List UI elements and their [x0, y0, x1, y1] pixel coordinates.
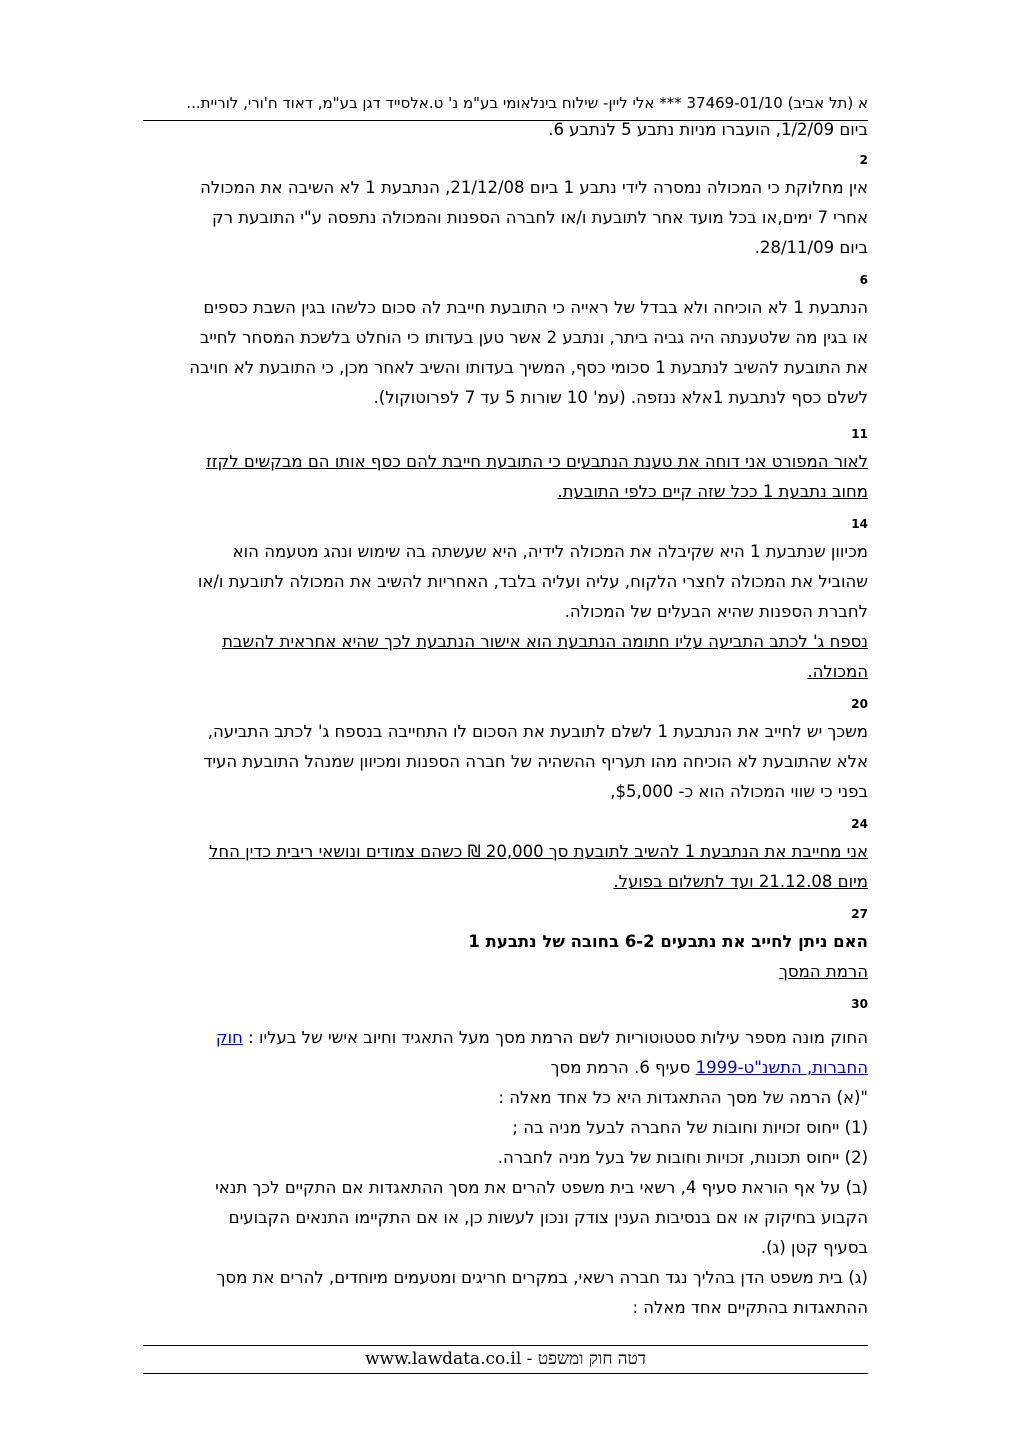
text-line: הקבוע בחיקוק או אם בנסיבות הענין צודק ונכון לעשות כן, או אם התקיימו התנאים הקבועים: [228, 1208, 868, 1227]
text-line: הנתבעת 1 לא הוכיחה ולא בבדל של ראייה כי התובעת חייבת לה סכום כלשהו בגין השבת כספים: [203, 298, 868, 317]
text-line: אחרי 7 ימים,או בכל מועד אחר לתובעת ו/או לחברה הספנות והמכולה נתפסה ע"י התובעת רק: [212, 208, 868, 227]
text-line: או בגין מה שלטענתה היה גביה ביתר, ונתבע 2 אשר טען בעדותו כי הוחלט בלשכת המסחר לחייב: [199, 328, 868, 347]
text-line: (ג) בית משפט הדן בהליך נגד חברה רשאי, במקרים חריגים ומטעמים מיוחדים, להרים את מסך: [216, 1268, 868, 1287]
line-number: 11: [851, 427, 868, 441]
text-line: בסעיף קטן (ג).: [760, 1238, 868, 1257]
text-line: המכולה.: [807, 662, 868, 681]
text-line: לחברת הספנות שהיא הבעלים של המכולה.: [564, 602, 868, 621]
case-title: א (תל אביב) 37469-01/10 *** אלי ליין- שילוח בינלאומי בע"מ נ' ט.אלסייד דגן בע"מ, דאוד ח'ורי, לוריית...: [186, 94, 868, 112]
text-line: אין מחלוקת כי המכולה נמסרה לידי נתבע 1 ביום 21/12/08, הנתבעת 1 לא השיבה את המכולה: [200, 178, 868, 197]
text-line: ביום 28/11/09.: [754, 238, 868, 257]
line-number: 20: [851, 697, 868, 711]
text-line: מכיוון שנתבעת 1 היא שקיבלה את המכולה לידיה, היא שעשתה בה שימוש ונהג מטעמה הוא: [232, 542, 868, 561]
line-number: 2: [859, 153, 868, 167]
text-line: (ב) על אף הוראת סעיף 4, רשאי בית משפט להרים את מסך ההתאגדות אם התקיים לכך תנאי: [215, 1178, 868, 1197]
text-line: מיום 21.12.08 ועד לתשלום בפועל.: [613, 872, 868, 891]
document-body: [150, 0, 868, 1340]
text-line: משכך יש לחייב את הנתבעת 1 לשלם לתובעת את הסכום לו התחייבה בנספח ג' לכתב התביעה,: [207, 722, 868, 741]
text-line: את התובעת להשיב לנתבעת 1 סכומי כסף, המשיך בעדותו והשיב לאחר מכן, כי התובעת לא חויבה: [189, 358, 868, 377]
text-line: מחוב נתבעת 1 ככל שזה קיים כלפי התובעת.: [557, 482, 868, 501]
law-link[interactable]: חוק: [215, 1028, 243, 1047]
line-number: 14: [851, 517, 868, 531]
text-line: (2) ייחוס תכונות, זכויות וחובות של בעל מניה לחברה.: [497, 1148, 868, 1167]
text-line: [150, 1056, 868, 1080]
text-line: "(א) הרמה של מסך ההתאגדות היא כל אחד מאלה :: [498, 1088, 868, 1107]
line-number: 27: [851, 907, 868, 921]
text-segment: החוק מונה מספר עילות סטטוטוריות לשם הרמת מסך מעל התאגיד וחיוב אישי של בעליו :: [242, 1028, 868, 1047]
line-number: 24: [851, 817, 868, 831]
text-line: לשלם כסף לנתבעת 1אלא ננזפה. (עמ' 10 שורות 5 עד 7 לפרוטוקול).: [373, 388, 868, 407]
text-line: ביום 1/2/09, הועברו מניות נתבע 5 לנתבע 6.: [548, 120, 868, 139]
text-line: אני מחייבת את הנתבעת 1 להשיב לתובעת סך 20,000 ₪ כשהם צמודים ונושאי ריבית כדין החל: [208, 842, 868, 861]
text-line: ההתאגדות בהתקיים אחד מאלה :: [632, 1298, 868, 1317]
text-line: הרמת המסך: [779, 962, 868, 981]
text-line: נספח ג' לכתב התביעה עליו חתומה הנתבעת הוא אישור הנתבעת לכך שהיא אחראית להשבת: [222, 632, 868, 651]
page-footer: [143, 1347, 868, 1374]
section-heading: האם ניתן לחייב את נתבעים 6-2 בחובה של נתבעת 1: [468, 932, 868, 951]
text-line: (1) ייחוס זכויות וחובות של החברה לבעל מניה בה ;: [512, 1118, 868, 1137]
text-line: [150, 1026, 868, 1050]
law-link[interactable]: החברות, התשנ"ט-1999: [695, 1058, 868, 1077]
text-line: בפני כי שווי המכולה הוא כ- $5,000,: [610, 782, 868, 801]
footer-site-url[interactable]: www.lawdata.co.il -: [364, 1349, 538, 1369]
text-line: לאור המפורט אני דוחה את טענת הנתבעים כי התובעת חייבת להם כסף אותו הם מבקשים לקזז: [206, 452, 868, 471]
text-line: שהוביל את המכולה לחצרי הלקוח, עליה ועליה בלבד, האחריות להשיב את המכולה לתובעת ו/או: [197, 572, 868, 591]
line-number: 30: [851, 997, 868, 1011]
text-segment: סעיף 6. הרמת מסך: [550, 1058, 696, 1077]
line-number: 6: [859, 273, 868, 287]
footer-site-name: דטה חוק ומשפט: [537, 1349, 647, 1369]
footer-divider: [143, 1345, 868, 1346]
text-line: אלא שהתובעת לא הוכיחה מהו תעריף ההשהיה של חברה הספנות ומכיוון שמנהל התובעת העיד: [203, 752, 868, 771]
